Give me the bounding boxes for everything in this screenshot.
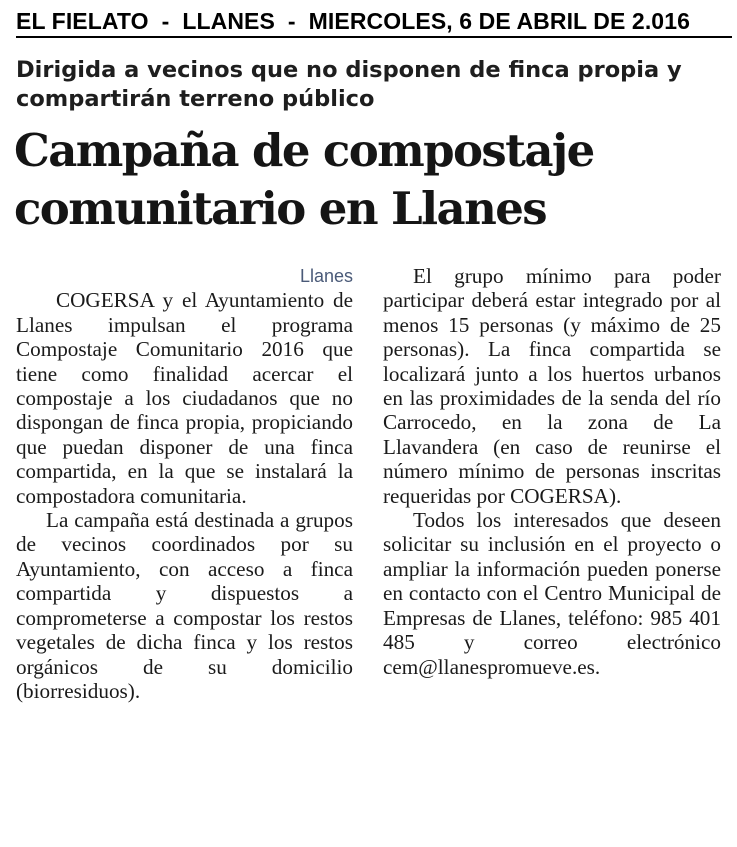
article-column-left [16, 264, 353, 703]
article-paragraph: El grupo mínimo para poder participar deberá estar integrado por al menos 15 personas (y máximo de 25 personas). La finca compartida se localizará junto a los huertos urbanos en las proximidades de la senda del río Carrocedo, en la zona de La Llavandera (en caso de reunirse el número mínimo de personas inscritas requeridas por COGERSA). [383, 264, 721, 508]
article-headline: Campaña de compostaje comunitario en Llanes [14, 124, 594, 235]
article-column-right [383, 264, 721, 679]
article-paragraph: COGERSA y el Ayuntamiento de Llanes impulsan el programa Compostaje Comunitario 2016 que tiene como finalidad acercar el compostaje a los ciudadanos que no dispongan de finca propia, propiciando que puedan disponer de una finca compartida, en la que se instalará la compostadora comunitaria. [16, 288, 353, 508]
article-paragraph: La campaña está destinada a grupos de vecinos coordinados por su Ayuntamiento, con acceso a finca compartida y dispuestos a comprometerse a compostar los restos vegetales de dicha finca y los restos orgánicos de su domicilio (biorresiduos). [16, 508, 353, 703]
masthead-bar: EL FIELATO - LLANES - MIERCOLES, 6 DE ABRIL DE 2.016 [16, 6, 732, 38]
article-paragraph: Todos los interesados que deseen solicitar su inclusión en el proyecto o ampliar la información pueden ponerse en contacto con el Centro Municipal de Empresas de Llanes, teléfono: 985 401 485 y correo electrónico cem@llanespromueve.es. [383, 508, 721, 679]
article-kicker: Dirigida a vecinos que no disponen de finca propia y compartirán terreno público [16, 57, 682, 112]
article-dateline: Llanes [299, 266, 353, 286]
